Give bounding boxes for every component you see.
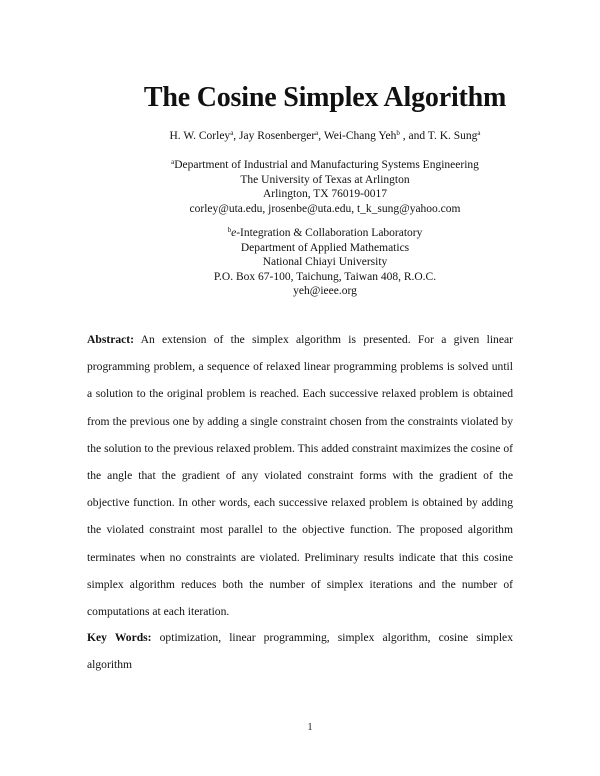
author-name: T. K. Sung xyxy=(427,130,478,142)
affiliation-line: The University of Texas at Arlington xyxy=(240,173,410,186)
author-list xyxy=(0,130,600,142)
affiliation-mark: b xyxy=(396,129,400,137)
affiliation-line: Department of Industrial and Manufacturing Systems Engineering xyxy=(174,159,479,171)
author-name: Jay Rosenberger xyxy=(239,130,316,142)
author-name: H. W. Corley xyxy=(169,130,231,142)
separator: , xyxy=(233,130,240,142)
affiliation-mark: a xyxy=(315,129,319,137)
affiliation-line: National Chiayi University xyxy=(262,256,388,268)
keywords xyxy=(87,624,513,678)
separator: , and xyxy=(399,130,428,142)
italic-prefix: e xyxy=(231,227,237,239)
separator: , xyxy=(318,130,324,142)
paper-title: The Cosine Simplex Algorithm xyxy=(143,82,507,113)
affiliation-line: -Integration & Collaboration Laboratory xyxy=(236,227,423,239)
keywords-label: Key Words: xyxy=(87,631,152,644)
keywords-text: optimization, linear programming, simplex algorithm, cosine simplex algorithm xyxy=(87,631,513,672)
affiliation-mark: a xyxy=(171,158,175,166)
affiliation-line: Department of Applied Mathematics xyxy=(240,241,410,254)
affiliation-line: Arlington, TX 76019-0017 xyxy=(262,188,388,200)
abstract-label: Abstract: xyxy=(87,333,135,346)
affiliation-b xyxy=(0,226,600,299)
affiliation-a xyxy=(0,158,600,216)
page-number: 1 xyxy=(307,722,313,733)
affiliation-mark: a xyxy=(230,129,234,137)
affiliation-mark: b xyxy=(227,226,232,234)
affiliation-line: P.O. Box 67-100, Taichung, Taiwan 408, R.O.C. xyxy=(213,270,437,283)
author-name: Wei-Chang Yeh xyxy=(323,130,397,142)
abstract xyxy=(87,326,513,625)
affiliation-mark: a xyxy=(477,129,481,137)
affiliation-email: yeh@ieee.org xyxy=(293,285,357,297)
abstract-text: An extension of the simplex algorithm is presented. For a given linear programming problem, a sequence of relaxed linear programming problems is solved until a solution to the original problem is reached. Each successive relaxed problem is obtained from the previous one by adding a single constraint chosen from the constraints violated by the solution to the previous relaxed problem. This added constraint maximizes the cosine of the angle that the gradient of any violated constraint forms with the gradient of the objective function. In other words, each successive relaxed problem is obtained by adding the violated constraint most parallel to the objective function. The proposed algorithm terminates when no constraints are violated. Preliminary results indicate that this cosine simplex algorithm reduces both the number of simplex iterations and the number of computations at each iteration. xyxy=(87,333,513,619)
affiliation-emails: corley@uta.edu, jrosenbe@uta.edu, t_k_sung@yahoo.com xyxy=(189,202,461,215)
